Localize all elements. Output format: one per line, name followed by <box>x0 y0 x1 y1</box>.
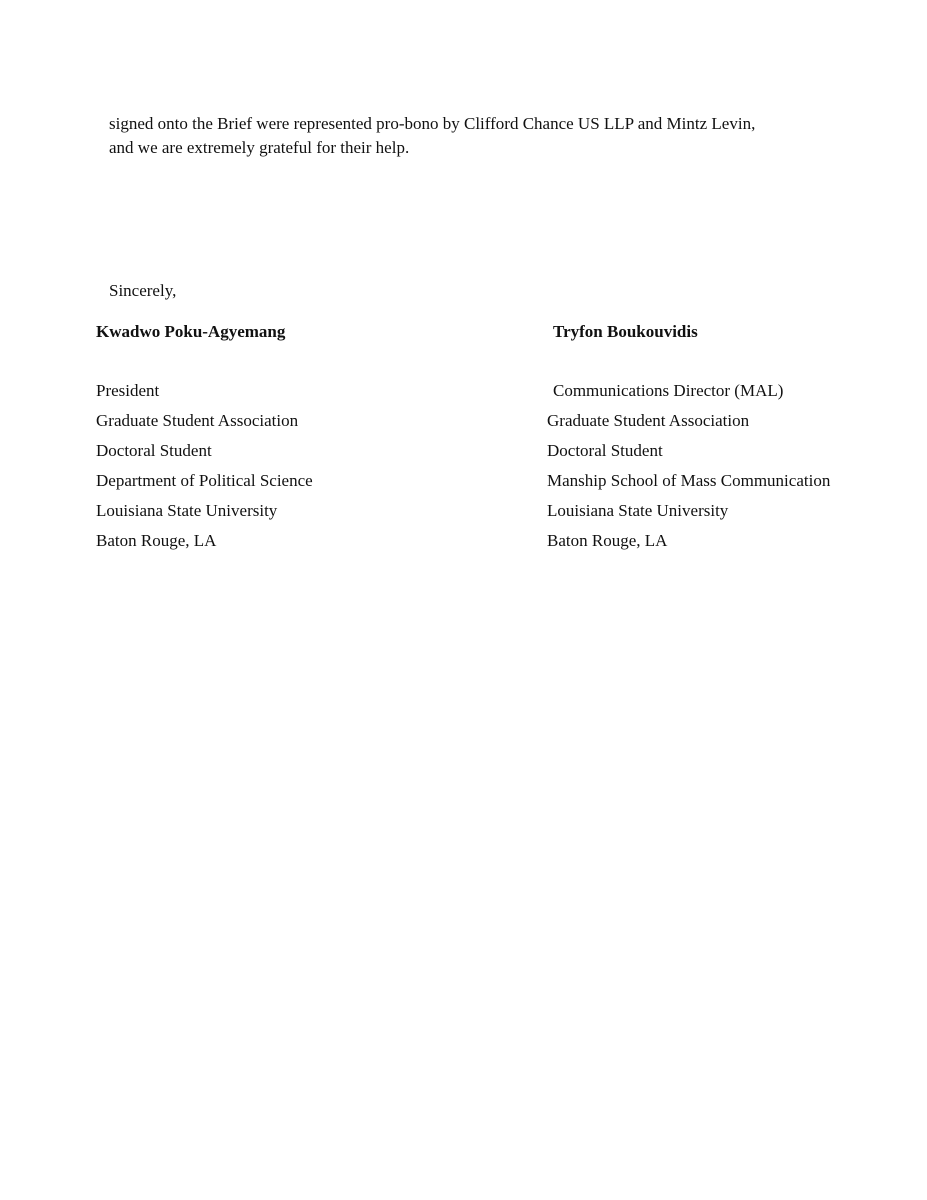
signatory-right-details <box>547 376 830 556</box>
signatory-right-location: Baton Rouge, LA <box>547 531 668 550</box>
signatory-right-university: Louisiana State University <box>547 501 729 520</box>
body-line: signed onto the Brief were represented pro-bono by Clifford Chance US LLP and Mintz Levin, <box>109 114 756 133</box>
signatory-right-organization: Graduate Student Association <box>547 411 750 430</box>
signatory-left-details <box>96 376 313 556</box>
signatory-left-name: Kwadwo Poku-Agyemang <box>96 322 286 341</box>
signatory-right-title: Communications Director (MAL) <box>553 381 784 400</box>
signatory-right-department: Manship School of Mass Communication <box>547 471 831 490</box>
body-line: and we are extremely grateful for their help. <box>109 138 410 157</box>
body-paragraph <box>109 112 849 160</box>
signatory-left-role: Doctoral Student <box>96 441 212 460</box>
closing-salutation: Sincerely, <box>109 281 177 300</box>
signatory-right-role: Doctoral Student <box>547 441 663 460</box>
signatory-left-title: President <box>96 381 160 400</box>
signatory-right-name: Tryfon Boukouvidis <box>553 322 698 341</box>
signatory-left-department: Department of Political Science <box>96 471 313 490</box>
signatory-left-organization: Graduate Student Association <box>96 411 299 430</box>
signatory-left-university: Louisiana State University <box>96 501 278 520</box>
signatory-left-location: Baton Rouge, LA <box>96 531 217 550</box>
